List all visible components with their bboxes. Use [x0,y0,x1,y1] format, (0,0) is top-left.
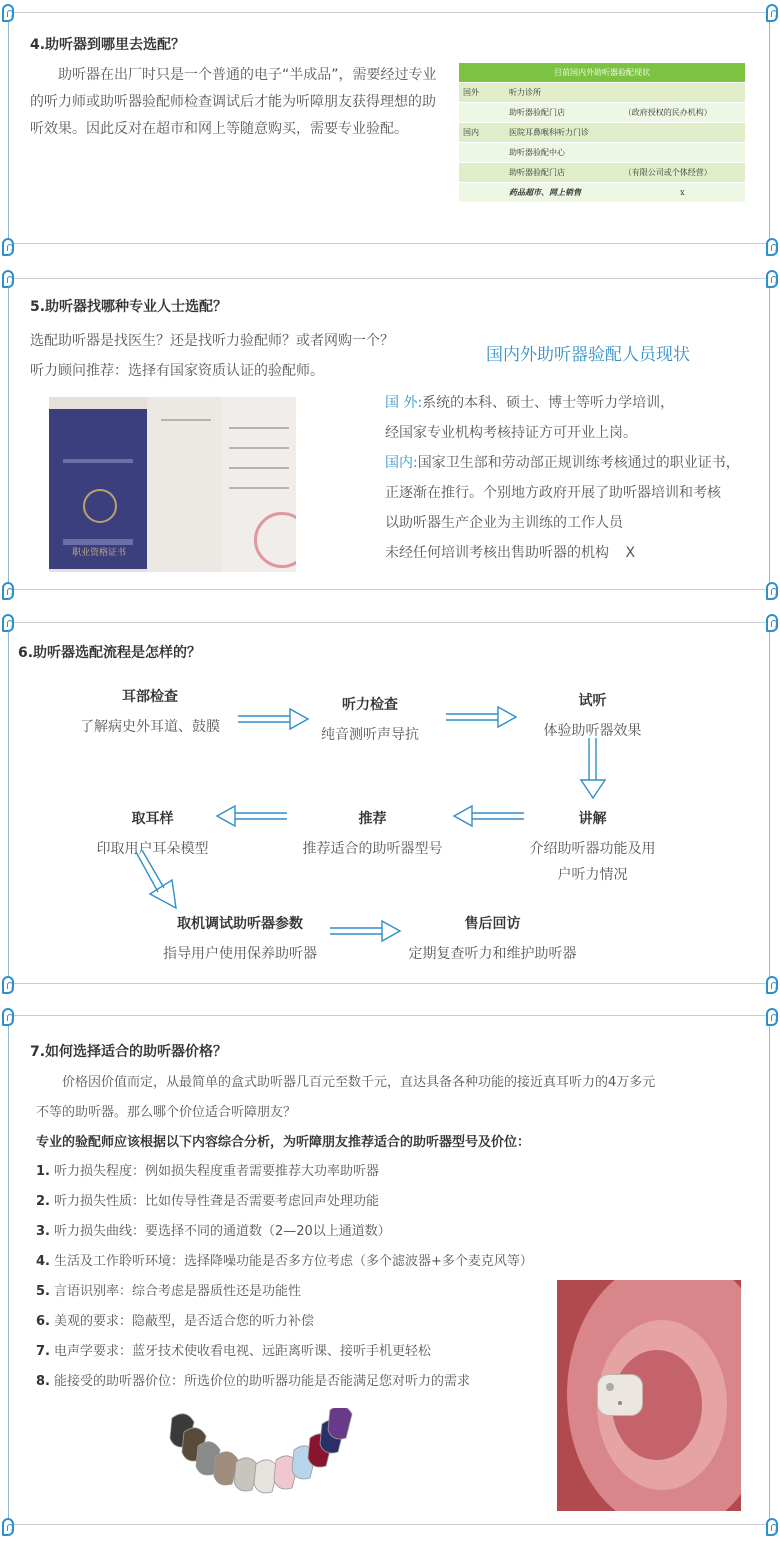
list-text: 听力损失程度：例如损失程度重者需要推荐大功率助听器 [53,1164,379,1179]
abroad-label: 国 外: [385,395,423,411]
table-cell [459,163,505,183]
abroad-line2: 经国家专业机构考核持证方可开业上岗。 [385,425,637,441]
domestic-line3: 以助听器生产企业为主训练的工作人员 [385,515,623,531]
ear-icon [766,582,778,600]
ear-icon [766,1518,778,1536]
section-7-bold: 专业的验配师应该根据以下内容综合分析，为听障朋友推荐适合的助听器型号及价位： [36,1135,531,1150]
ear-icon [766,4,778,22]
table-cell: 药品超市、网上销售 [505,183,620,203]
list-number: 5. [36,1284,50,1299]
domestic-line2: 正逐渐在推行。个别地方政府开展了助听器培训和考核 [385,485,721,501]
domestic-text4: 未经任何培训考核出售助听器的机构 [385,545,609,561]
list-number: 3. [36,1224,50,1239]
list-number: 6. [36,1314,50,1329]
list-item [36,1190,556,1220]
list-item [36,1280,556,1310]
list-text: 电声学要求：蓝牙技术使收看电视、远距离听课、接听手机更轻松 [53,1344,431,1359]
step-follow-up [400,913,585,967]
domestic-line4 [385,540,635,567]
step-trial [510,690,675,744]
ear-icon [766,976,778,994]
arrow-down-icon [578,738,608,800]
ear-icon [2,4,14,22]
table-cell [620,83,745,103]
ear-icon [2,238,14,256]
section-4-paragraph: 助听器在出厂时只是一个普通的电子“半成品”，需要经过专业的听力师或助听器验配师检查调试后才能为听障朋友获得理想的助听效果。因此反对在超市和网上等随意购买，需要专业验配。 [30,67,437,137]
step-fitting [145,913,335,967]
certificate-image [49,397,296,572]
ear-icon [766,238,778,256]
table-cell: x [620,183,745,203]
domestic-text: 国家卫生部和劳动部正规训练考核通过的职业证书， [417,455,740,471]
step-explain [505,808,680,888]
ear-icon [2,976,14,994]
list-item [36,1340,556,1370]
table-cell [459,143,505,163]
section-7-title: 7.如何选择适合的助听器价格？ [30,1044,228,1060]
list-item [36,1220,556,1250]
table-cell: （有限公司或个体经营） [620,163,745,183]
staff-status-title: 国内外助听器验配人员现状 [486,345,690,365]
list-text: 听力损失曲线：要选择不同的通道数（2—20以上通道数） [53,1224,391,1239]
list-number: 7. [36,1344,50,1359]
ear-icon [2,614,14,632]
list-text: 美观的要求：隐蔽型，是否适合您的听力补偿 [53,1314,314,1329]
section-5-line1: 选配助听器是找医生？还是找听力验配师？或者网购一个？ [30,333,394,349]
list-number: 4. [36,1254,50,1269]
list-text: 生活及工作聆听环境：选择降噪功能是否多方位考虑（多个滤波器+多个麦克风等） [53,1254,533,1269]
step-title: 取机调试助听器参数 [177,916,303,932]
fitting-status-table [459,63,745,203]
certificate-caption: 职业资格证书 [71,548,126,558]
step-desc: 户听力情况 [557,867,628,883]
table-cell: 听力诊所 [505,83,620,103]
step-desc: 介绍助听器功能及用 [529,841,656,857]
list-text: 言语识别率：综合考虑是器质性还是功能性 [53,1284,301,1299]
step-desc: 定期复查听力和维护助听器 [408,946,577,962]
ear-icon [2,582,14,600]
step-title: 耳部检查 [122,689,178,705]
step-desc: 指导用户使用保养助听器 [163,946,317,962]
arrow-right-icon [238,706,310,732]
step-title: 取耳样 [131,811,174,827]
step-title: 讲解 [578,811,607,827]
domestic-line [385,450,740,477]
table-cell: 助听器验配门店 [505,103,620,123]
domestic-label: 国内: [385,455,418,471]
list-text: 能接受的助听器价位：所选价位的助听器功能是否能满足您对听力的需求 [53,1374,470,1389]
table-cell [620,143,745,163]
table-cell: （政府授权的民办机构） [620,103,745,123]
arrow-left-icon [215,803,287,829]
list-item [36,1250,556,1280]
section-7-para1: 价格因价值而定，从最简单的盒式助听器几百元至数千元，直达具备各种功能的接近真耳听力的4万多元 [62,1075,656,1090]
arrow-right-icon [446,704,518,730]
hearing-aid-colors-image [160,1408,355,1508]
section-4-title: 4.助听器到哪里去选配？ [30,37,186,53]
step-title: 售后回访 [464,916,521,932]
ear-icon [2,270,14,288]
step-desc: 纯音测听声导抗 [321,727,419,743]
ear-icon [766,1008,778,1026]
ear-icon [2,1008,14,1026]
step-ear-check [60,686,240,740]
step-title: 推荐 [358,811,387,827]
abroad-line [385,390,674,417]
section-6-title: 6.助听器选配流程是怎样的？ [18,645,202,661]
table-cell: 国内 [459,123,505,143]
table-cell: 国外 [459,83,505,103]
table-cell: 助听器验配门店 [505,163,620,183]
list-text: 听力损失性质：比如传导性聋是否需要考虑回声处理功能 [53,1194,379,1209]
list-item [36,1310,556,1340]
criteria-list [36,1160,556,1400]
hearing-aid-icon [597,1374,643,1416]
arrow-left-icon [452,803,524,829]
x-mark: X [625,545,636,561]
step-desc: 推荐适合的助听器型号 [302,841,443,857]
table-cell: 医院耳鼻喉科听力门诊 [505,123,620,143]
step-title: 试听 [578,693,607,709]
list-number: 1. [36,1164,50,1179]
step-desc: 印取用户耳朵模型 [96,841,209,857]
section-5-line2: 听力顾问推荐：选择有国家资质认证的验配师。 [30,363,324,379]
ear-icon [766,270,778,288]
table-cell [620,123,745,143]
step-title: 听力检查 [342,697,398,713]
step-desc: 了解病史外耳道、鼓膜 [80,719,220,735]
arrow-diagonal-icon [134,850,180,910]
table-cell: 助听器验配中心 [505,143,620,163]
step-hearing-test [290,694,450,748]
ear-photo [557,1280,741,1511]
abroad-text: 系统的本科、硕士、博士等听力学培训， [422,395,675,411]
list-item [36,1370,556,1400]
arrow-right-icon [330,918,402,944]
table-cell [459,103,505,123]
list-number: 2. [36,1194,50,1209]
table-title: 目前国内外助听器验配现状 [459,63,745,83]
ear-icon [2,1518,14,1536]
list-number: 8. [36,1374,50,1389]
section-7-para2: 不等的助听器。那么哪个价位适合听障朋友？ [36,1105,297,1120]
step-desc: 体验助听器效果 [543,723,642,739]
section-5-title: 5.助听器找哪种专业人士选配？ [30,299,228,315]
list-item [36,1160,556,1190]
ear-icon [766,614,778,632]
table-cell [459,183,505,203]
step-recommend [280,808,465,862]
